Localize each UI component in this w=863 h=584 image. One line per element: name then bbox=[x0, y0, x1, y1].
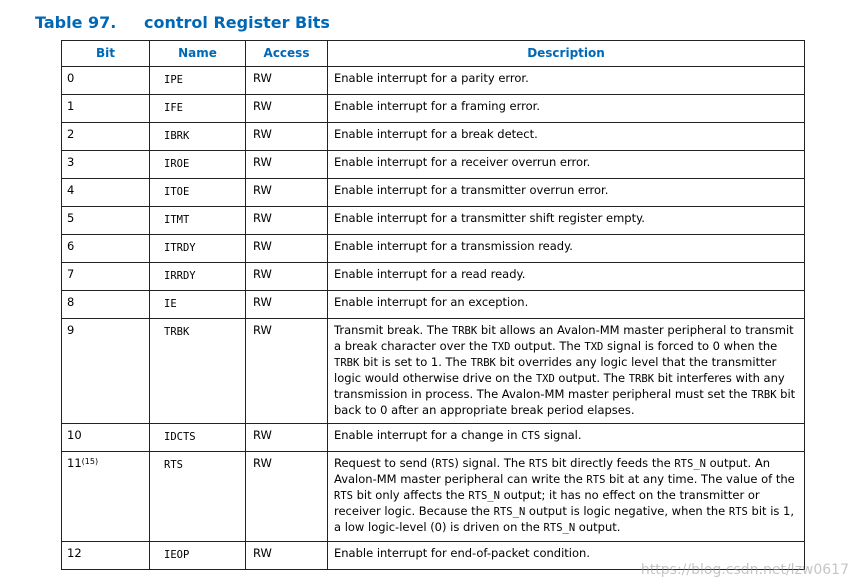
signal-name: RTS bbox=[435, 458, 455, 470]
description-text: output. The bbox=[510, 339, 585, 353]
access-value: RW bbox=[253, 155, 272, 169]
access-value: RW bbox=[253, 546, 272, 560]
bit-value: 8 bbox=[67, 295, 75, 309]
access-value: RW bbox=[253, 323, 272, 337]
cell-description bbox=[328, 263, 805, 291]
register-name: IEOP bbox=[164, 549, 190, 561]
description-text: bit allows an Avalon-MM master peripheral to transmit a break character over the bbox=[334, 323, 794, 353]
description-text: Transmit break. The bbox=[334, 323, 452, 337]
table-row bbox=[62, 319, 805, 424]
description-text: bit at any time. The value of the bbox=[605, 472, 795, 486]
bit-value: 4 bbox=[67, 183, 75, 197]
signal-name: RTS bbox=[528, 458, 548, 470]
register-name: IBRK bbox=[164, 130, 190, 142]
description-text: output is logic negative, when the bbox=[525, 504, 729, 518]
cell-description bbox=[328, 67, 805, 95]
bit-footnote: (15) bbox=[81, 457, 99, 466]
cell-access bbox=[246, 95, 328, 123]
signal-name: RTS_N bbox=[674, 458, 706, 470]
register-name: TRBK bbox=[164, 326, 190, 338]
cell-bit bbox=[62, 291, 150, 319]
access-value: RW bbox=[253, 99, 272, 113]
bit-value: 12 bbox=[67, 546, 82, 560]
table-row bbox=[62, 424, 805, 452]
table-row bbox=[62, 207, 805, 235]
description-text: bit back to 0 after an appropriate break period elapses. bbox=[334, 387, 796, 417]
cell-bit bbox=[62, 67, 150, 95]
cell-description bbox=[328, 291, 805, 319]
table-row bbox=[62, 179, 805, 207]
cell-bit bbox=[62, 151, 150, 179]
description-text: bit interferes with any transmission in process. The Avalon-MM master peripheral must set the bbox=[334, 371, 785, 401]
access-value: RW bbox=[253, 428, 272, 442]
caption-number: Table 97. bbox=[35, 13, 117, 32]
cell-name bbox=[150, 123, 246, 151]
bit-value: 1 bbox=[67, 99, 75, 113]
description-text: ) signal. The bbox=[454, 456, 529, 470]
caption-title: control Register Bits bbox=[144, 13, 330, 32]
register-name: IPE bbox=[164, 74, 183, 86]
access-value: RW bbox=[253, 127, 272, 141]
bit-value: 3 bbox=[67, 155, 75, 169]
register-table bbox=[61, 40, 805, 570]
bit-value: 9 bbox=[67, 323, 75, 337]
col-header-description: Description bbox=[328, 41, 805, 67]
table-row bbox=[62, 67, 805, 95]
description-text: Enable interrupt for an exception. bbox=[334, 295, 529, 309]
cell-access bbox=[246, 291, 328, 319]
cell-name bbox=[150, 263, 246, 291]
table-row bbox=[62, 151, 805, 179]
description-text: Enable interrupt for a parity error. bbox=[334, 71, 529, 85]
cell-name bbox=[150, 179, 246, 207]
signal-name: RTS_N bbox=[468, 490, 500, 502]
access-value: RW bbox=[253, 211, 272, 225]
cell-bit bbox=[62, 179, 150, 207]
register-name: IFE bbox=[164, 102, 183, 114]
bit-value: 2 bbox=[67, 127, 75, 141]
bit-value: 6 bbox=[67, 239, 75, 253]
signal-name: TRBK bbox=[451, 325, 478, 337]
description-text: Enable interrupt for a change in bbox=[334, 428, 522, 442]
access-value: RW bbox=[253, 183, 272, 197]
cell-access bbox=[246, 179, 328, 207]
signal-name: RTS bbox=[728, 506, 748, 518]
cell-name bbox=[150, 67, 246, 95]
register-name: ITOE bbox=[164, 186, 190, 198]
cell-bit bbox=[62, 207, 150, 235]
cell-bit bbox=[62, 319, 150, 424]
cell-access bbox=[246, 235, 328, 263]
cell-bit bbox=[62, 452, 150, 542]
cell-description bbox=[328, 95, 805, 123]
signal-name: TXD bbox=[491, 341, 511, 353]
cell-description bbox=[328, 424, 805, 452]
description-text: Enable interrupt for a transmission ready. bbox=[334, 239, 573, 253]
register-name: RTS bbox=[164, 459, 183, 471]
table-row bbox=[62, 291, 805, 319]
signal-name: TRBK bbox=[628, 373, 655, 385]
cell-description bbox=[328, 319, 805, 424]
description-text: Enable interrupt for a break detect. bbox=[334, 127, 538, 141]
access-value: RW bbox=[253, 295, 272, 309]
cell-access bbox=[246, 207, 328, 235]
bit-value: 10 bbox=[67, 428, 82, 442]
table-row bbox=[62, 235, 805, 263]
cell-name bbox=[150, 207, 246, 235]
col-header-bit: Bit bbox=[62, 41, 150, 67]
signal-name: RTS bbox=[334, 490, 353, 502]
bit-value: 11 bbox=[67, 456, 82, 470]
bit-value: 0 bbox=[67, 71, 75, 85]
cell-description bbox=[328, 235, 805, 263]
register-name: IDCTS bbox=[164, 431, 196, 443]
signal-name: TRBK bbox=[751, 389, 777, 401]
cell-name bbox=[150, 319, 246, 424]
cell-name bbox=[150, 542, 246, 570]
cell-bit bbox=[62, 542, 150, 570]
description-text: output. An Avalon-MM master peripheral can write the bbox=[334, 456, 771, 486]
bit-value: 5 bbox=[67, 211, 75, 225]
signal-name: TRBK bbox=[334, 357, 360, 369]
signal-name: TXD bbox=[535, 373, 555, 385]
description-text: Enable interrupt for a read ready. bbox=[334, 267, 526, 281]
description-text: bit overrides any logic level that the transmitter logic would otherwise drive on the bbox=[334, 355, 777, 385]
cell-name bbox=[150, 95, 246, 123]
signal-name: CTS bbox=[521, 430, 541, 442]
table-row bbox=[62, 123, 805, 151]
signal-name: TRBK bbox=[470, 357, 496, 369]
cell-bit bbox=[62, 95, 150, 123]
bit-value: 7 bbox=[67, 267, 75, 281]
description-text: Enable interrupt for a transmitter shift register empty. bbox=[334, 211, 645, 225]
register-name: ITRDY bbox=[164, 242, 196, 254]
cell-bit bbox=[62, 235, 150, 263]
description-text: Enable interrupt for end-of-packet condition. bbox=[334, 546, 590, 560]
description-text: output; it has no effect on the transmitter or receiver logic. Because the bbox=[334, 488, 760, 518]
description-text: output. The bbox=[554, 371, 629, 385]
signal-name: TXD bbox=[584, 341, 604, 353]
cell-bit bbox=[62, 123, 150, 151]
description-text: output. bbox=[575, 520, 621, 534]
cell-bit bbox=[62, 424, 150, 452]
cell-description bbox=[328, 151, 805, 179]
cell-access bbox=[246, 67, 328, 95]
cell-access bbox=[246, 123, 328, 151]
signal-name: RTS_N bbox=[493, 506, 526, 518]
description-text: signal is forced to 0 when the bbox=[603, 339, 778, 353]
cell-bit bbox=[62, 263, 150, 291]
register-name: ITMT bbox=[164, 214, 190, 226]
register-name: IE bbox=[164, 298, 177, 310]
register-name: IROE bbox=[164, 158, 190, 170]
description-text: Enable interrupt for a framing error. bbox=[334, 99, 540, 113]
cell-name bbox=[150, 452, 246, 542]
cell-name bbox=[150, 235, 246, 263]
cell-access bbox=[246, 424, 328, 452]
access-value: RW bbox=[253, 239, 272, 253]
register-name: IRRDY bbox=[164, 270, 196, 282]
description-text: bit directly feeds the bbox=[547, 456, 675, 470]
access-value: RW bbox=[253, 456, 272, 470]
cell-access bbox=[246, 151, 328, 179]
header-row bbox=[62, 41, 805, 67]
table-row bbox=[62, 263, 805, 291]
description-text: Enable interrupt for a receiver overrun error. bbox=[334, 155, 591, 169]
description-text: bit is set to 1. The bbox=[359, 355, 471, 369]
cell-access bbox=[246, 319, 328, 424]
table-caption bbox=[35, 13, 330, 32]
cell-access bbox=[246, 452, 328, 542]
description-text: Request to send ( bbox=[334, 456, 436, 470]
access-value: RW bbox=[253, 267, 272, 281]
cell-description bbox=[328, 123, 805, 151]
watermark: https://blog.csdn.net/lzw0617 bbox=[640, 562, 849, 578]
description-text: Enable interrupt for a transmitter overrun error. bbox=[334, 183, 609, 197]
cell-access bbox=[246, 542, 328, 570]
table-row bbox=[62, 95, 805, 123]
access-value: RW bbox=[253, 71, 272, 85]
cell-name bbox=[150, 291, 246, 319]
cell-description bbox=[328, 452, 805, 542]
cell-description bbox=[328, 179, 805, 207]
signal-name: RTS bbox=[586, 474, 606, 486]
cell-name bbox=[150, 424, 246, 452]
col-header-name: Name bbox=[150, 41, 246, 67]
signal-name: RTS_N bbox=[543, 522, 576, 534]
col-header-access: Access bbox=[246, 41, 328, 67]
cell-description bbox=[328, 207, 805, 235]
description-text: bit only affects the bbox=[352, 488, 469, 502]
cell-name bbox=[150, 151, 246, 179]
cell-access bbox=[246, 263, 328, 291]
description-text: bit is 1, a low logic-level (0) is driven on the bbox=[334, 504, 795, 534]
table-row bbox=[62, 452, 805, 542]
description-text: signal. bbox=[540, 428, 582, 442]
